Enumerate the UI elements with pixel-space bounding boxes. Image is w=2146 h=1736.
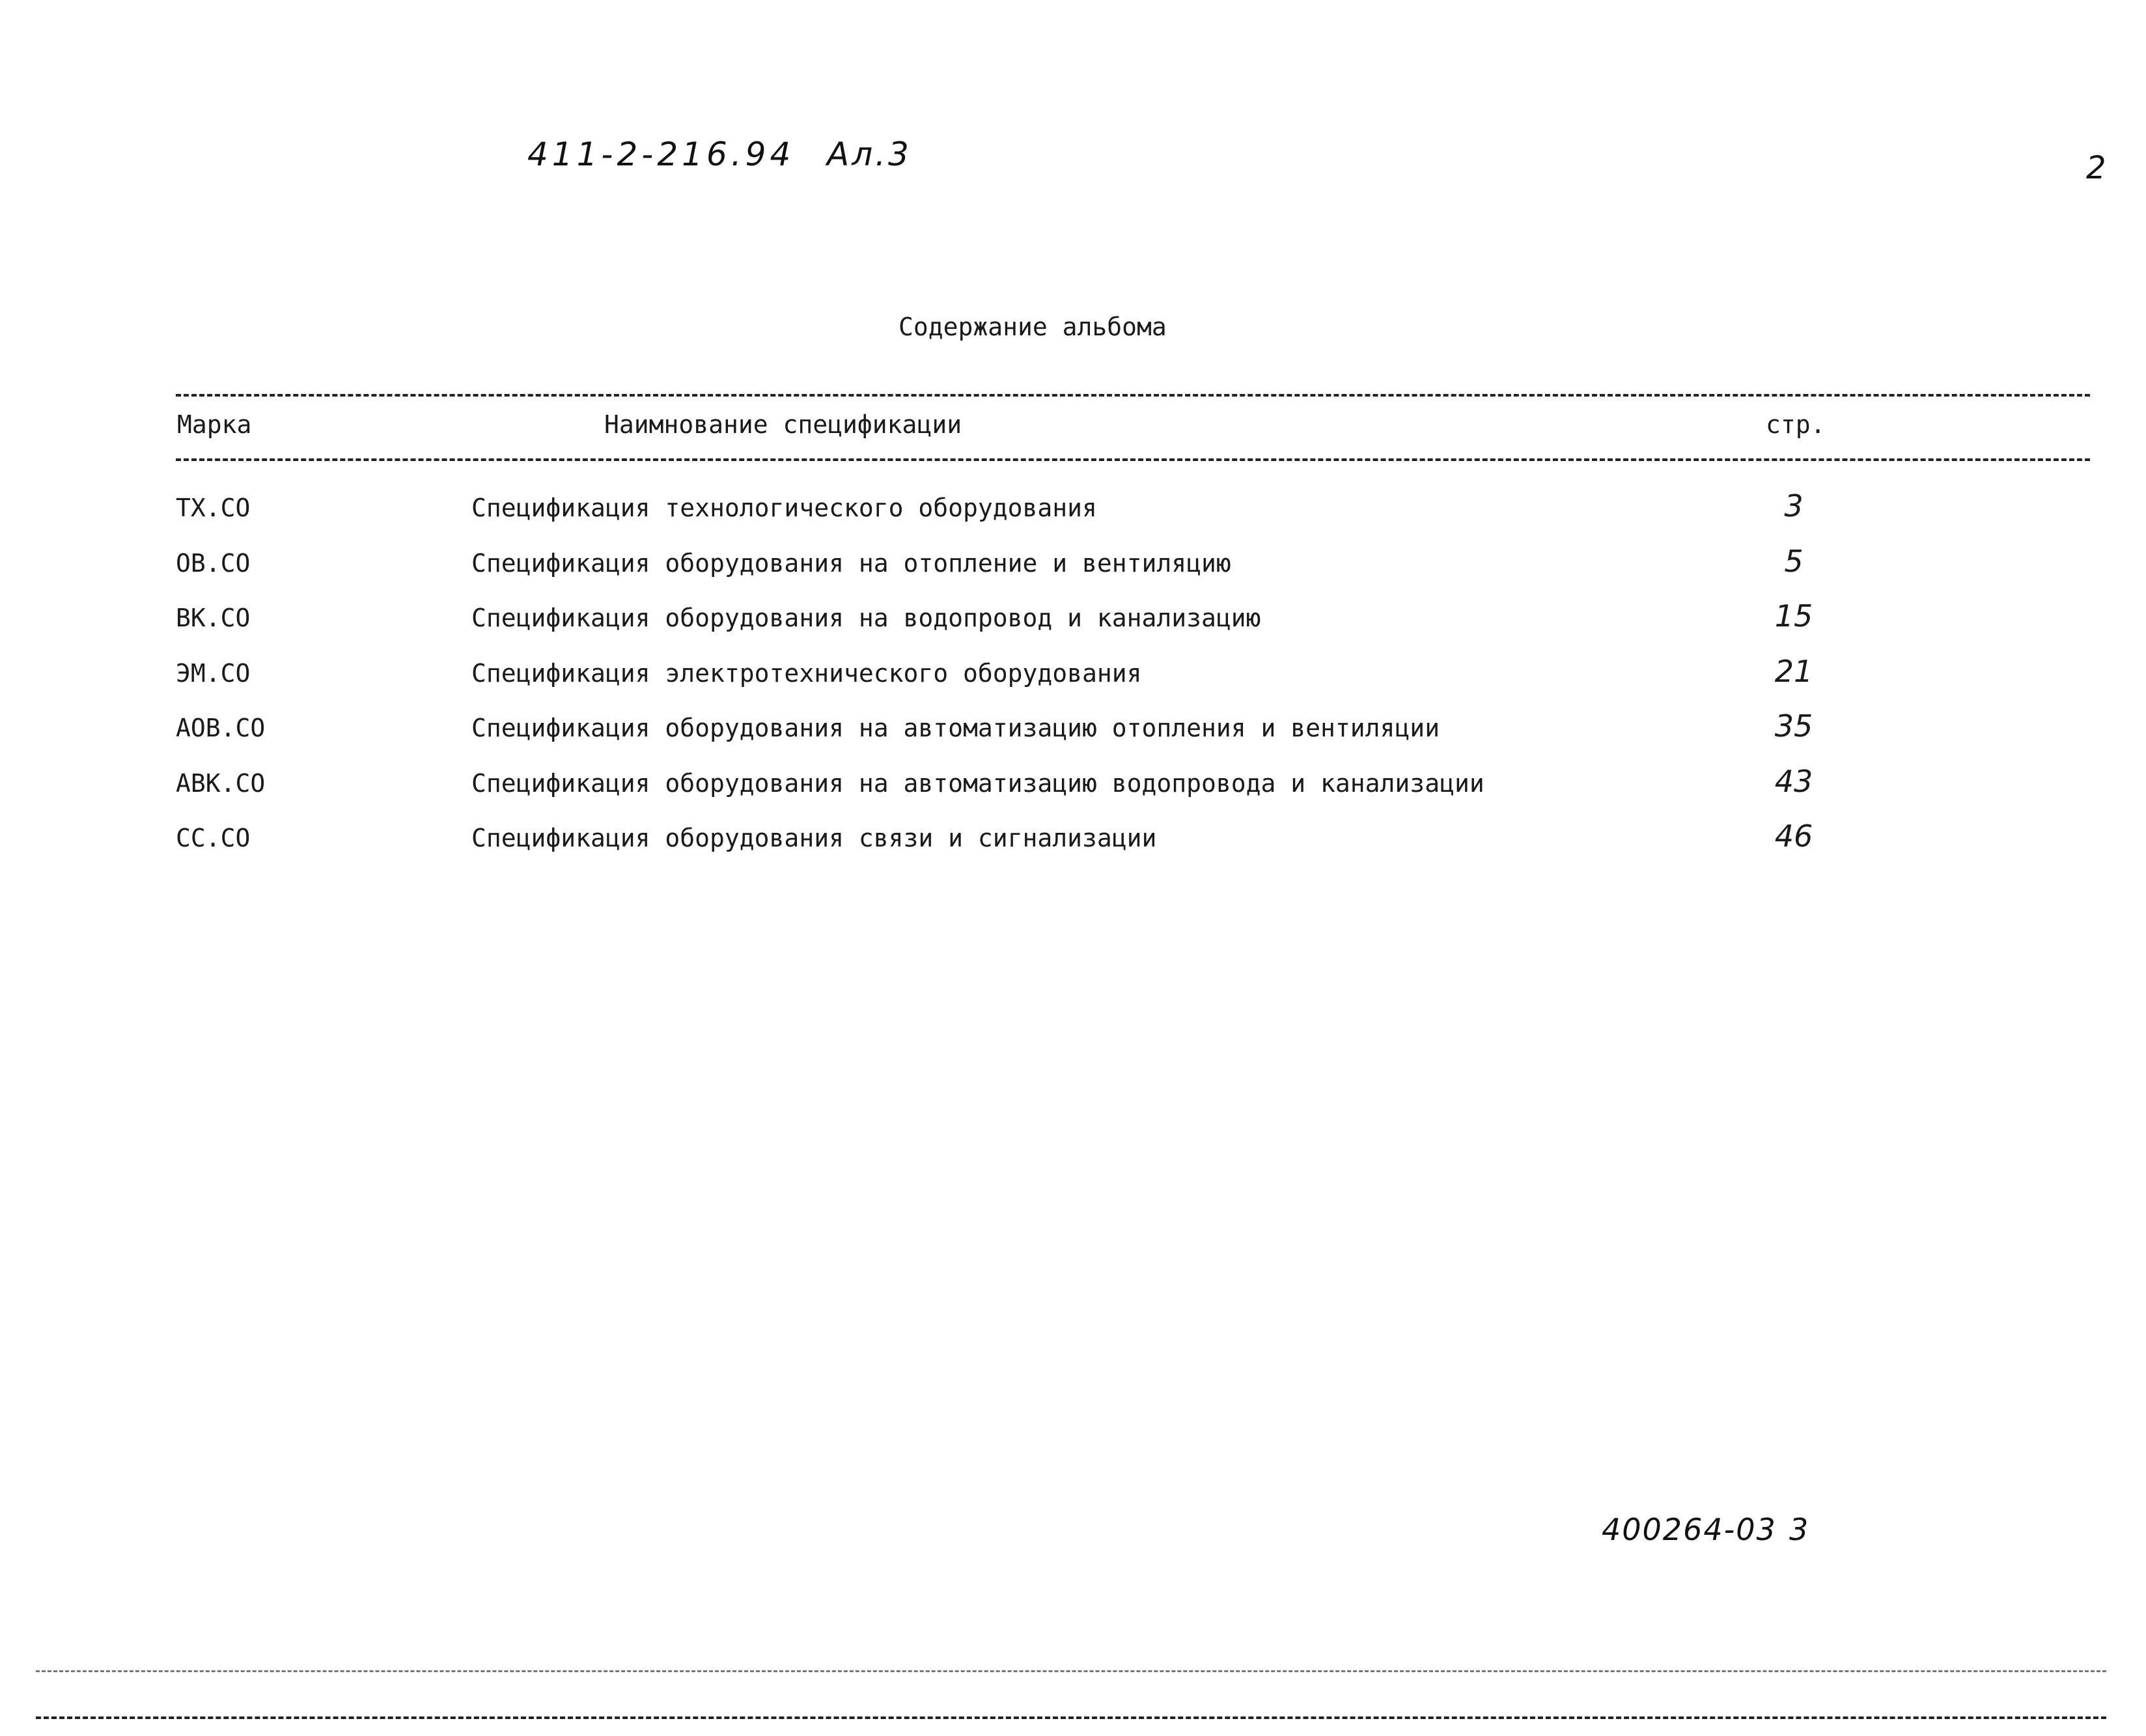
row-mark: ОВ.СО bbox=[176, 548, 251, 578]
column-header-mark: Марка bbox=[177, 410, 252, 439]
row-name: Спецификация электротехнического оборудования bbox=[471, 658, 1142, 688]
row-name: Спецификация оборудования на водопровод и канализацию bbox=[471, 604, 1261, 632]
archive-code: 400264-03 bbox=[1602, 1512, 1777, 1547]
row-name: Спецификация оборудования на отопление и вентиляцию bbox=[471, 548, 1231, 578]
row-page: 15 bbox=[1774, 598, 1813, 634]
row-mark: ТХ.СО bbox=[176, 494, 251, 522]
table-row bbox=[0, 763, 2146, 824]
table-row bbox=[0, 653, 2146, 714]
row-page: 3 bbox=[1784, 488, 1804, 524]
table-row bbox=[0, 708, 2146, 769]
row-mark: ЭМ.СО bbox=[176, 658, 251, 688]
row-name: Спецификация оборудования связи и сигнализации bbox=[471, 824, 1157, 852]
row-mark: СС.СО bbox=[176, 824, 251, 852]
row-name: Спецификация технологического оборудования bbox=[471, 494, 1097, 522]
page-number: 2 bbox=[2086, 150, 2106, 186]
bottom-frame-rule bbox=[36, 1716, 2106, 1719]
column-header-page: стр. bbox=[1766, 410, 1826, 439]
table-header-rule bbox=[176, 458, 2090, 461]
row-page: 35 bbox=[1774, 708, 1813, 744]
row-mark: ВК.СО bbox=[176, 604, 251, 632]
row-mark: АВК.СО bbox=[176, 768, 266, 798]
row-page: 21 bbox=[1774, 653, 1813, 689]
table-row bbox=[0, 819, 2146, 879]
contents-title: Содержание альбома bbox=[899, 313, 1167, 341]
row-name: Спецификация оборудования на автоматизацию отопления и вентиляции bbox=[471, 714, 1440, 742]
table-row bbox=[0, 488, 2146, 549]
row-page: 43 bbox=[1774, 763, 1813, 799]
album-number: Ал.3 bbox=[827, 135, 912, 173]
row-mark: АОВ.СО bbox=[176, 714, 266, 742]
document-code: 411-2-216.94 bbox=[527, 135, 795, 173]
row-name: Спецификация оборудования на автоматизацию водопровода и канализации bbox=[471, 768, 1484, 798]
row-page: 5 bbox=[1784, 543, 1804, 579]
sheet-number: 3 bbox=[1789, 1512, 1809, 1547]
table-row bbox=[0, 543, 2146, 604]
column-header-name: Наимнование спецификации bbox=[604, 410, 962, 439]
bottom-frame-rule-faint bbox=[36, 1670, 2106, 1672]
spec-table-body bbox=[0, 488, 2146, 879]
row-page: 46 bbox=[1774, 819, 1813, 854]
table-top-rule bbox=[176, 394, 2090, 397]
table-row bbox=[0, 598, 2146, 659]
